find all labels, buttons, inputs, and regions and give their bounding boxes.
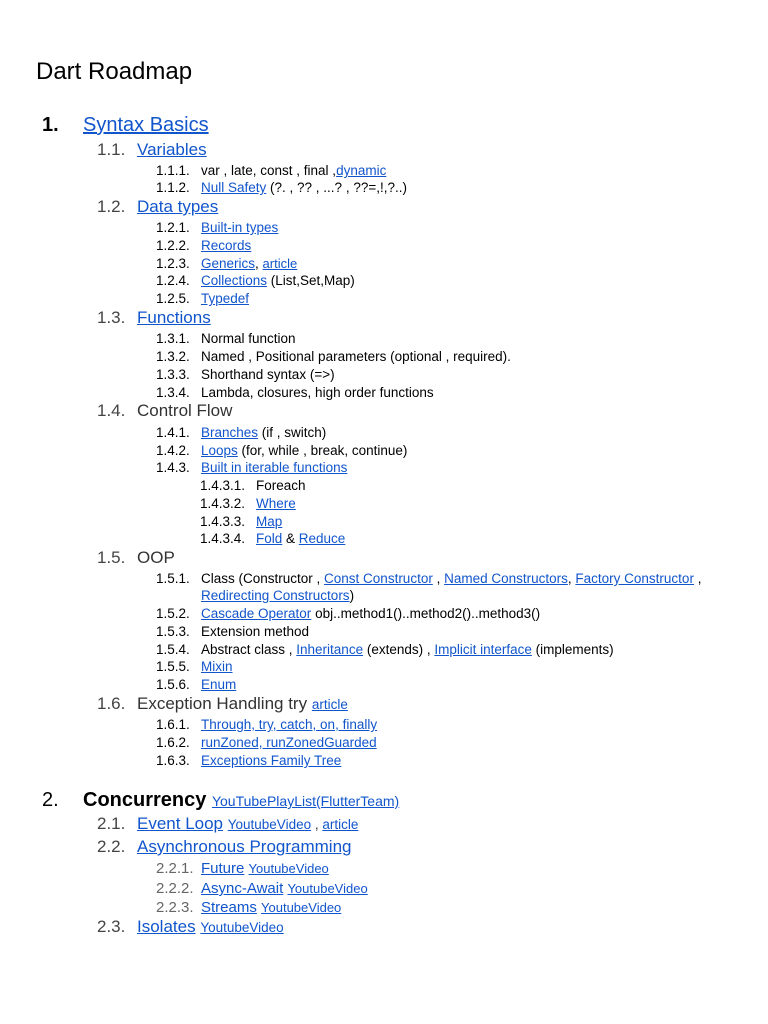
variables-link[interactable]: Variables (137, 140, 207, 159)
functions-link[interactable]: Functions (137, 308, 211, 327)
cascade-operator-link[interactable]: Cascade Operator (201, 606, 312, 621)
built-in-types-link[interactable]: Built-in types (201, 220, 279, 235)
map-link[interactable]: Map (256, 514, 283, 529)
section-number: 1. (42, 114, 59, 136)
factory-constructor-link[interactable]: Factory Constructor (575, 571, 694, 586)
async-await-video-link[interactable]: YoutubeVideo (287, 881, 368, 896)
records-link[interactable]: Records (201, 238, 252, 253)
named-constructors-link[interactable]: Named Constructors (444, 571, 568, 586)
reduce-link[interactable]: Reduce (298, 531, 346, 546)
inheritance-link[interactable]: Inheritance (296, 642, 364, 657)
document: Dart Roadmap 1. Syntax Basics 1.1. Variables 1.1.1. var , late, const , final ,dynamic 1.1.2. Null Safety (?. , ?? , ...? , ??=,!,?..) 1.2. Data types 1.2.1. Built-in types 1.2.2. Records 1.2.3. Generics, article 1.2.4. Collections (List,Set,Map) 1.2.5. Typedef 1.3. Functions 1.3.1. Normal function 1.3.2. Named , Positional parameters (optional , required). 1.3.3. Shorthand syntax (=>) 1.3.4. Lambda, closures, high order functions 1.4. Control Flow 1.4.1. Branches (if , switch) 1.4.2. Loops (for, while , break, continue) 1.4.3. Built in iterable functions 1.4.3.1. Foreach 1.4.3.2. Where 1.4.3.3. Map 1.4.3.4. Fold & Reduce 1.5. OOP 1.5.1. Class (Constructor , Const Constructor , Named Constructors, Factory Constructor , Redirecting Constructors) 1.5.2. Cascade Operator obj..method1()..method2()..method3() 1.5.3. Extension method 1.5.4. Abstract class , Inheritance (extends) , Implicit interface (implements) 1.5.5. Mixin 1.5.6. Enum 1.6. Exception Handling try article 1.6.1. Through, try, catch, on, finally 1.6.2. runZoned, runZonedGuarded 1.6.3. Exceptions Family Tree 2. Concurrency YouTubePlayList(FlutterTeam) 2.1. Event Loop YoutubeVideo , article 2.2. Asynchronous Programming 2.2.1. Future YoutubeVideo 2.2.2. Async-Await YoutubeVideo 2.2.3. Streams YoutubeVideo 2.3. Isolates YoutubeVideo (36, 58, 702, 936)
iterable-functions-link[interactable]: Built in iterable functions (201, 460, 348, 475)
async-programming-link[interactable]: Asynchronous Programming (137, 837, 352, 856)
where-link[interactable]: Where (256, 496, 296, 511)
streams-video-link[interactable]: YoutubeVideo (261, 900, 342, 915)
async-await-link[interactable]: Async-Await (201, 880, 284, 897)
implicit-interface-link[interactable]: Implicit interface (434, 642, 532, 657)
exceptions-family-tree-link[interactable]: Exceptions Family Tree (201, 753, 342, 768)
const-constructor-link[interactable]: Const Constructor (324, 571, 433, 586)
dynamic-link[interactable]: dynamic (336, 163, 387, 178)
mixin-link[interactable]: Mixin (201, 659, 233, 674)
page-title: Dart Roadmap (36, 58, 193, 85)
loops-link[interactable]: Loops (201, 443, 238, 458)
enum-link[interactable]: Enum (201, 677, 237, 692)
isolates-link[interactable]: Isolates (137, 917, 196, 936)
try-catch-link[interactable]: Through, try, catch, on, finally (201, 717, 378, 732)
event-loop-link[interactable]: Event Loop (137, 814, 224, 833)
fold-link[interactable]: Fold (256, 531, 283, 546)
future-link[interactable]: Future (201, 860, 245, 877)
data-types-link[interactable]: Data types (137, 197, 219, 216)
future-video-link[interactable]: YoutubeVideo (248, 861, 329, 876)
typedef-link[interactable]: Typedef (201, 291, 250, 306)
streams-link[interactable]: Streams (201, 899, 257, 916)
branches-link[interactable]: Branches (201, 425, 259, 440)
youtube-playlist-link[interactable]: YouTubePlayList(FlutterTeam) (211, 793, 400, 809)
generics-article-link[interactable]: article (262, 256, 298, 271)
event-loop-video-link[interactable]: YoutubeVideo (227, 817, 312, 832)
generics-link[interactable]: Generics (201, 256, 256, 271)
redirecting-constructors-link[interactable]: Redirecting Constructors (201, 588, 350, 603)
event-loop-article-link[interactable]: article (322, 817, 359, 832)
exception-article-link[interactable]: article (311, 697, 348, 712)
isolates-video-link[interactable]: YoutubeVideo (200, 920, 284, 935)
syntax-basics-link[interactable]: Syntax Basics (83, 114, 209, 136)
null-safety-link[interactable]: Null Safety (201, 180, 267, 195)
collections-link[interactable]: Collections (201, 273, 268, 288)
run-zoned-link[interactable]: runZoned, runZonedGuarded (201, 735, 377, 750)
